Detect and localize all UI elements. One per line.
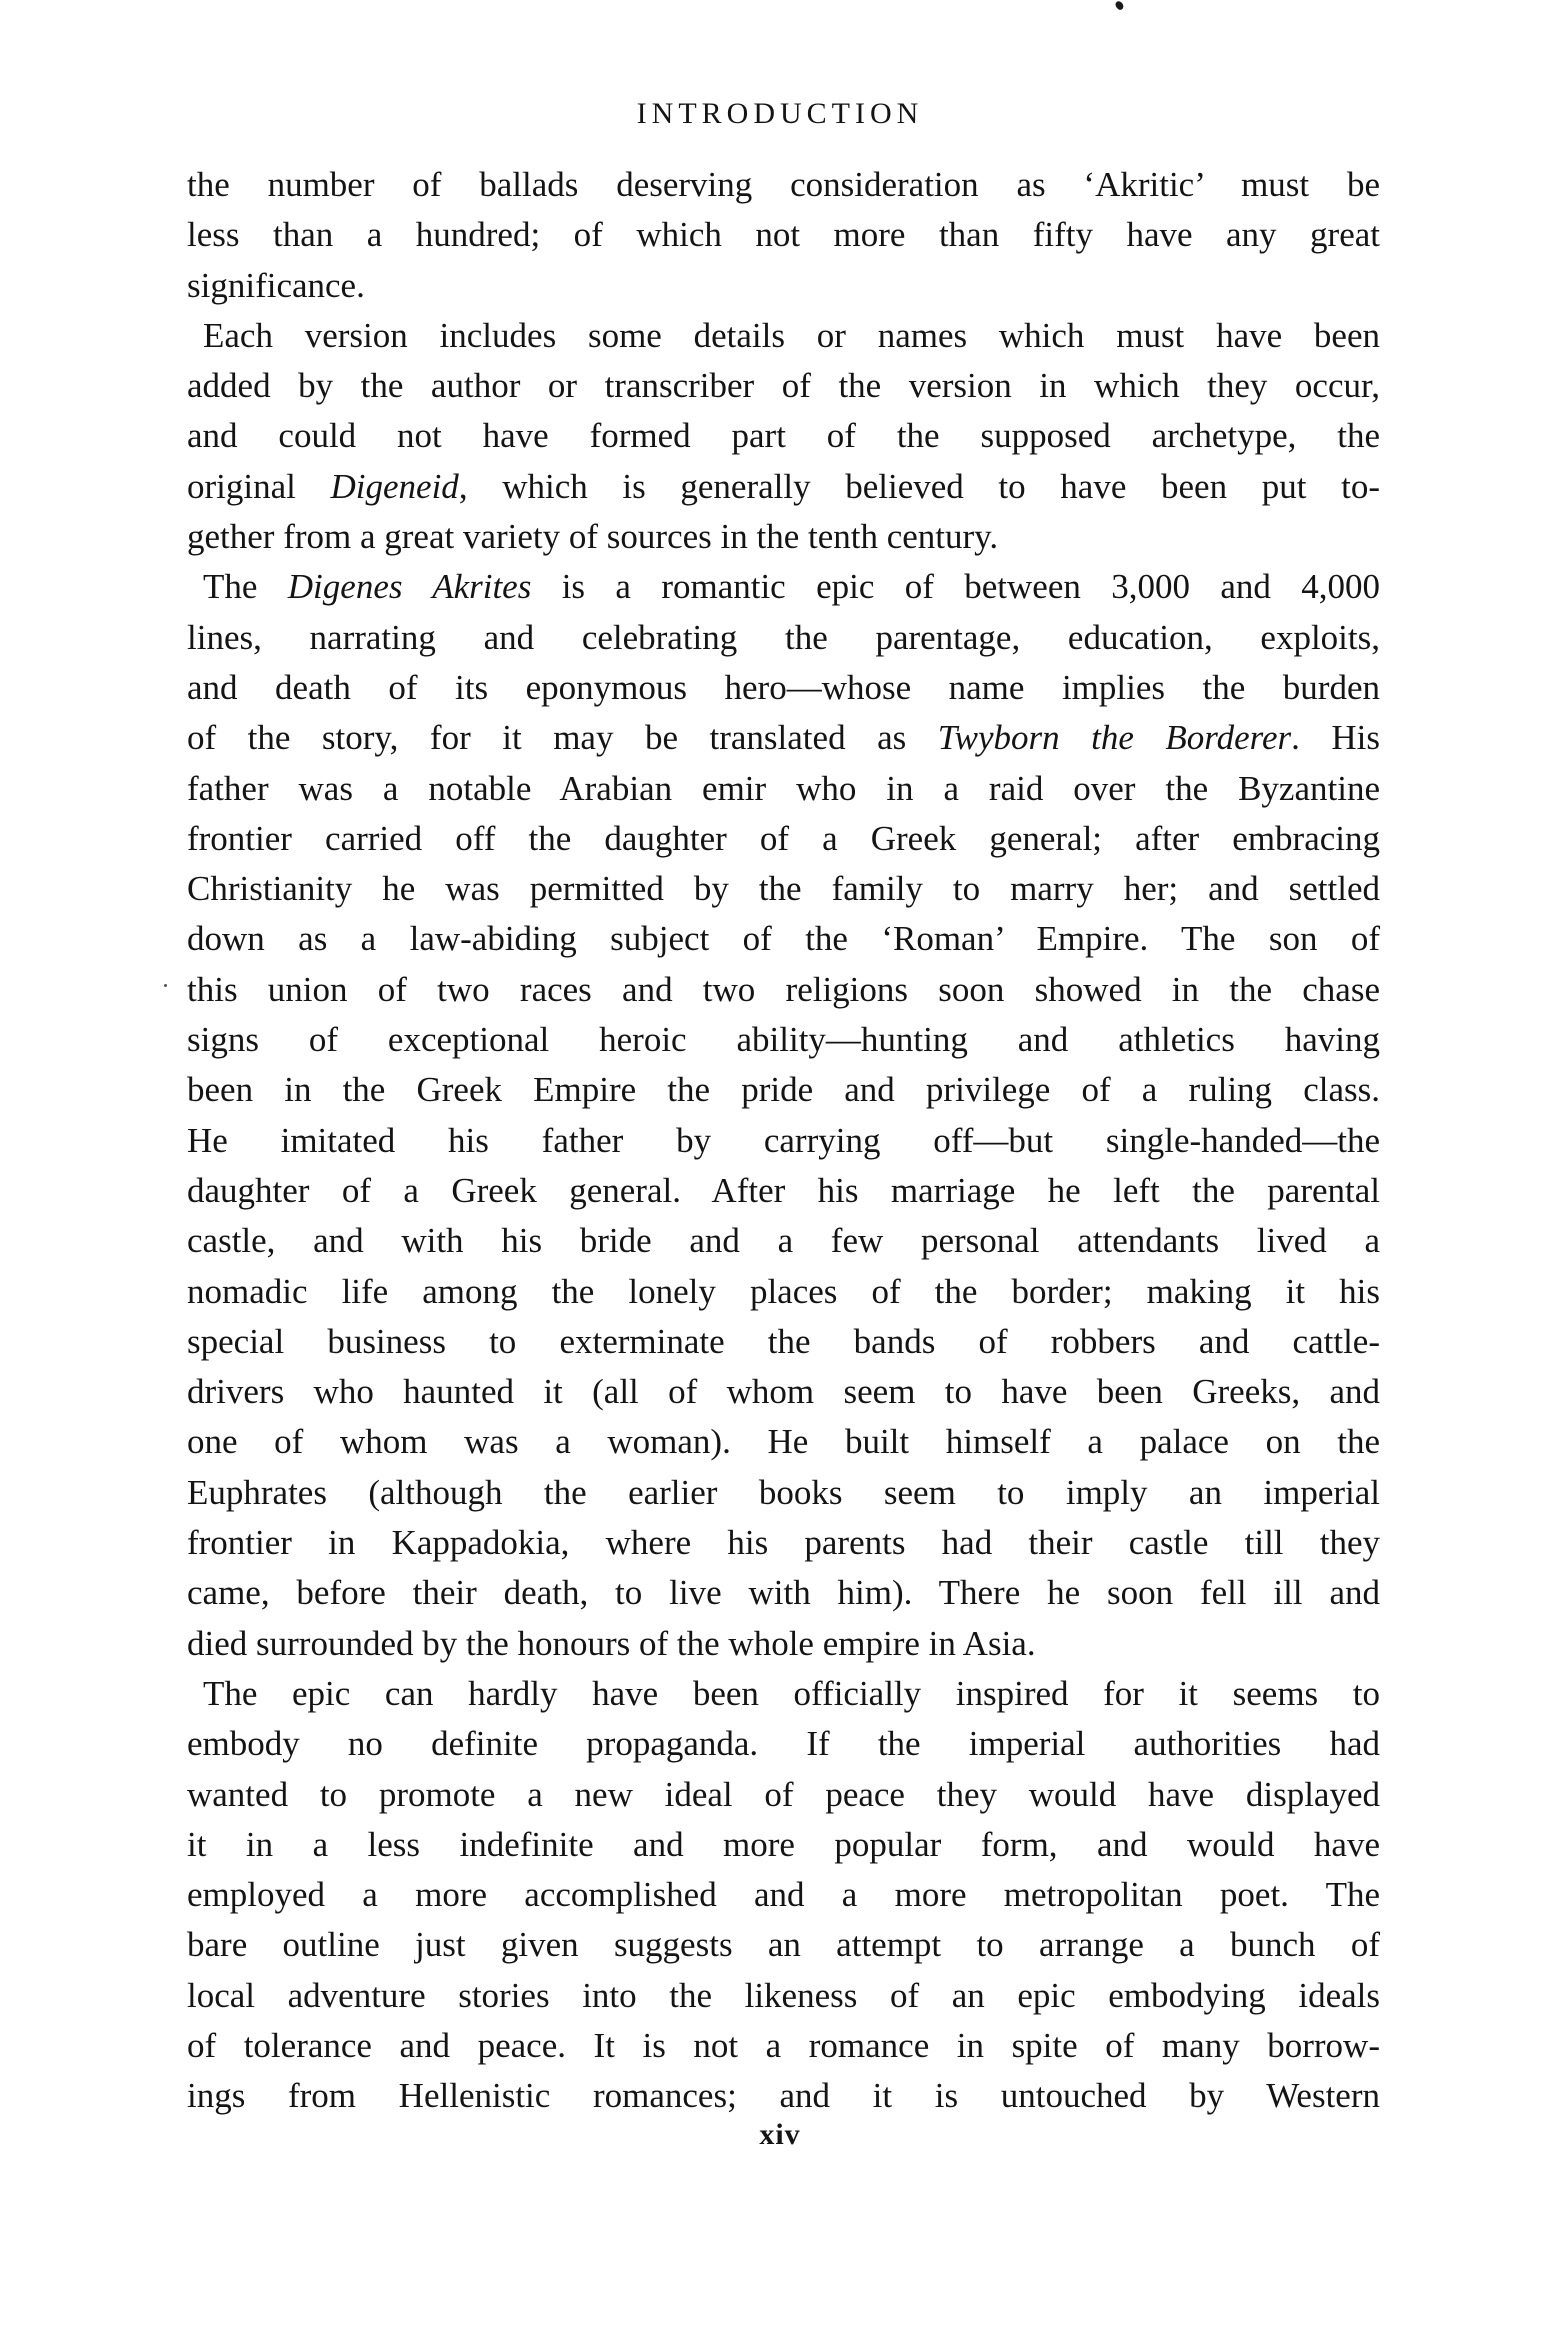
text-line: less than a hundred; of which not more than fifty have any great [187, 215, 1380, 255]
text-line: Christianity he was permitted by the family to marry her; and settled [187, 869, 1380, 909]
text-line: added by the author or transcriber of the version in which they occur, [187, 366, 1380, 406]
page-number: xiv [759, 2118, 801, 2151]
text-line: it in a less indefinite and more popular form, and would have [187, 1824, 1380, 1864]
text-line: and could not have formed part of the supposed archetype, the [187, 416, 1380, 456]
text-line: of tolerance and peace. It is not a romance in spite of many borrow- [187, 2025, 1380, 2065]
text-line: ings from Hellenistic romances; and it is untouched by Western [187, 2076, 1380, 2116]
text-line: The epic can hardly have been officially inspired for it seems to [203, 1673, 1380, 1713]
text-line: this union of two races and two religions soon showed in the chase [187, 969, 1380, 1009]
scan-artifact-dot [164, 984, 167, 987]
text-line: bare outline just given suggests an attempt to arrange a bunch of [187, 1925, 1380, 1965]
text-line: local adventure stories into the likeness of an epic embodying ideals [187, 1975, 1380, 2015]
text-line: died surrounded by the honours of the whole empire in Asia. [187, 1623, 1036, 1663]
text-line: castle, and with his bride and a few personal attendants lived a [187, 1221, 1380, 1261]
text-line: one of whom was a woman). He built himself a palace on the [187, 1422, 1380, 1462]
text-line: original Digeneid, which is generally believed to have been put to- [187, 466, 1380, 506]
text-line: down as a law-abiding subject of the ‘Roman’ Empire. The son of [187, 919, 1380, 959]
text-line: special business to exterminate the bands of robbers and cattle- [187, 1321, 1380, 1361]
paragraph [187, 160, 1380, 311]
text-line: frontier in Kappadokia, where his parents had their castle till they [187, 1523, 1380, 1563]
text-line: Euphrates (although the earlier books seem to imply an imperial [187, 1472, 1380, 1512]
text-line: and death of its eponymous hero—whose name implies the burden [187, 667, 1380, 707]
paragraph [187, 1669, 1380, 2122]
italic-title: Digeneid [330, 466, 459, 506]
text-line: nomadic life among the lonely places of the border; making it his [187, 1271, 1380, 1311]
text-line: frontier carried off the daughter of a Greek general; after embracing [187, 818, 1380, 858]
paragraph [187, 562, 1380, 1669]
text-line: of the story, for it may be translated as Twyborn the Borderer. His [187, 718, 1381, 758]
italic-title: Twyborn the Borderer [937, 718, 1292, 758]
text-line: embody no definite propaganda. If the imperial authorities had [187, 1724, 1380, 1764]
text-line: employed a more accomplished and a more metropolitan poet. The [187, 1875, 1380, 1915]
text-line: Each version includes some details or names which must have been [203, 315, 1380, 355]
text-line: He imitated his father by carrying off—but single-handed—the [187, 1120, 1380, 1160]
body-text [187, 160, 1380, 2122]
text-line: The Digenes Akrites is a romantic epic of between 3,000 and 4,000 [203, 567, 1380, 607]
text-line: lines, narrating and celebrating the parentage, education, exploits, [187, 617, 1380, 657]
italic-title: Digenes Akrites [287, 567, 532, 607]
text-line: wanted to promote a new ideal of peace they would have displayed [187, 1774, 1380, 1814]
text-line: the number of ballads deserving consideration as ‘Akritic’ must be [187, 165, 1380, 204]
running-head: INTRODUCTION [636, 97, 924, 130]
text-line: father was a notable Arabian emir who in a raid over the Byzantine [187, 768, 1380, 808]
paragraph [187, 311, 1380, 562]
text-line: drivers who haunted it (all of whom seem to have been Greeks, and [187, 1372, 1380, 1412]
text-line: came, before their death, to live with him). There he soon fell ill and [187, 1573, 1380, 1613]
text-line: gether from a great variety of sources in the tenth century. [187, 517, 999, 557]
text-line: significance. [187, 265, 365, 305]
scan-artifact-mark [1114, 0, 1125, 11]
text-line: signs of exceptional heroic ability—hunting and athletics having [187, 1020, 1380, 1060]
text-line: daughter of a Greek general. After his marriage he left the parental [187, 1170, 1380, 1210]
text-line: been in the Greek Empire the pride and privilege of a ruling class. [187, 1070, 1380, 1110]
